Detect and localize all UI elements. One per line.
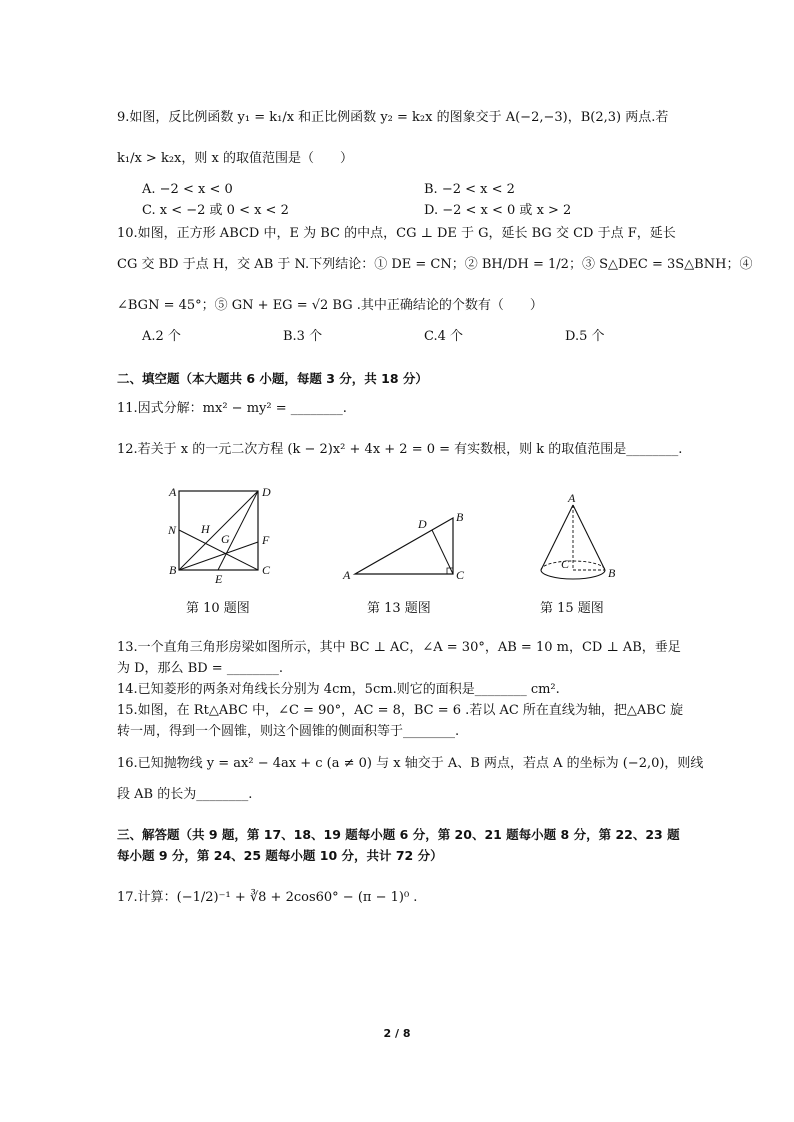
question-11: 11.因式分解：mx² − my² = ________. xyxy=(117,401,347,416)
segment-bf xyxy=(179,542,258,570)
label-c: C xyxy=(456,568,465,582)
label-a: A xyxy=(343,568,351,582)
triangle-abc xyxy=(355,518,453,574)
q13-line2: 为 D，那么 BD = ________. xyxy=(117,661,283,676)
figure-13 xyxy=(335,500,475,585)
q9-option-c: C. x < −2 或 0 < x < 2 xyxy=(142,203,289,218)
figure-10 xyxy=(160,480,280,585)
label-b: B xyxy=(169,563,177,577)
diagonal-bd xyxy=(179,491,258,570)
q10-option-a: A.2 个 xyxy=(142,329,181,344)
figure-15-caption: 第 15 题图 xyxy=(540,601,604,616)
segment-cd xyxy=(432,530,453,574)
q16-line1: 16.已知抛物线 y = ax² − 4ax + c (a ≠ 0) 与 x 轴交于 A、B 两点，若点 A 的坐标为 (−2,0)，则线 xyxy=(117,756,704,771)
label-f: F xyxy=(262,533,270,547)
label-h: H xyxy=(201,522,210,536)
section-3-line2: 每小题 9 分，第 24、25 题每小题 10 分，共计 72 分） xyxy=(117,848,443,863)
question-12: 12.若关于 x 的一元二次方程 (k − 2)x² + 4x + 2 = 0 = 有实数根，则 k 的取值范围是________. xyxy=(117,442,683,457)
label-a: A xyxy=(568,491,576,505)
q9-line2: k₁/x > k₂x，则 x 的取值范围是（ ） xyxy=(117,151,353,166)
label-b: B xyxy=(608,566,616,580)
q10-option-b: B.3 个 xyxy=(283,329,323,344)
q9-option-b: B. −2 < x < 2 xyxy=(424,182,515,197)
base-front xyxy=(541,570,605,579)
figure-10-caption: 第 10 题图 xyxy=(186,601,250,616)
q10-line3: ∠BGN = 45°；⑤ GN + EG = √2 BG .其中正确结论的个数有（ ） xyxy=(117,298,543,313)
segment-de xyxy=(218,491,258,570)
figure-13-caption: 第 13 题图 xyxy=(367,601,431,616)
q9-option-a: A. −2 < x < 0 xyxy=(142,182,233,197)
label-c: C xyxy=(561,557,570,571)
q10-option-d: D.5 个 xyxy=(565,329,605,344)
label-d: D xyxy=(418,517,427,531)
q15-line2: 转一周，得到一个圆锥，则这个圆锥的侧面积等于________. xyxy=(117,724,460,739)
q16-line2: 段 AB 的长为________. xyxy=(117,787,253,802)
q10-option-c: C.4 个 xyxy=(424,329,464,344)
segment-cn xyxy=(179,530,258,570)
question-17: 17.计算：(−1/2)⁻¹ + ∛8 + 2cos60° − (π − 1)⁰ . xyxy=(117,890,418,905)
slant-right xyxy=(573,505,605,570)
label-b: B xyxy=(456,510,464,524)
q9-line1: 9.如图，反比例函数 y₁ = k₁/x 和正比例函数 y₂ = k₂x 的图象交于 A(−2,−3)，B(2,3) 两点.若 xyxy=(117,110,669,125)
section-3-line1: 三、解答题（共 9 题，第 17、18、19 题每小题 6 分，第 20、21 题每小题 8 分，第 22、23 题 xyxy=(117,827,680,842)
q10-line1: 10.如图，正方形 ABCD 中，E 为 BC 的中点，CG ⊥ DE 于 G，延长 BG 交 CD 于点 F，延长 xyxy=(117,226,676,241)
label-e: E xyxy=(215,572,223,585)
label-g: G xyxy=(221,532,230,546)
question-14: 14.已知菱形的两条对角线长分别为 4cm，5cm.则它的面积是________ cm². xyxy=(117,682,560,697)
q10-line2: CG 交 BD 于点 H，交 AB 于 N.下列结论：① DE = CN；② BH/DH = 1/2；③ S△DEC = 3S△BNH；④ xyxy=(117,257,753,272)
q13-line1: 13.一个直角三角形房梁如图所示，其中 BC ⊥ AC，∠A = 30°，AB = 10 m，CD ⊥ AB，垂足 xyxy=(117,640,681,655)
label-c: C xyxy=(262,563,271,577)
q15-line1: 15.如图，在 Rt△ABC 中，∠C = 90°，AC = 8，BC = 6 .若以 AC 所在直线为轴，把△ABC 旋 xyxy=(117,703,684,718)
section-2-heading: 二、填空题（本大题共 6 小题，每题 3 分，共 18 分） xyxy=(117,371,428,386)
label-n: N xyxy=(168,523,177,537)
page-number: 2 / 8 xyxy=(383,1027,411,1040)
q9-option-d: D. −2 < x < 0 或 x > 2 xyxy=(424,203,572,218)
label-d: D xyxy=(262,485,271,499)
label-a: A xyxy=(169,485,177,499)
figure-15 xyxy=(528,488,628,588)
